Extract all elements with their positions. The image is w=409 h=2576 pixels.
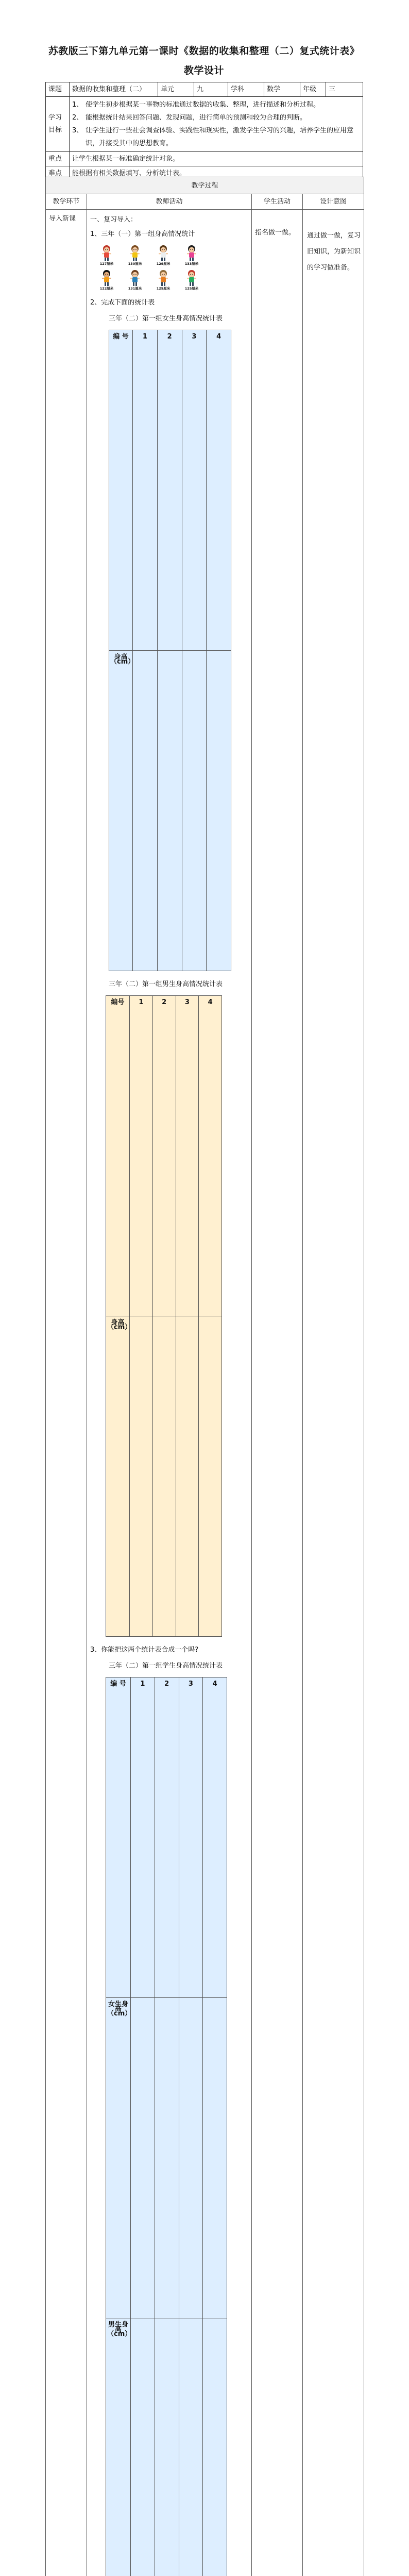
student-activity-text: 指名做一做。 xyxy=(255,229,295,236)
key-value: 让学生根据某一标准确定统计对象。 xyxy=(70,152,363,166)
child-figure xyxy=(150,244,177,266)
col-1: 1 xyxy=(131,1677,155,1998)
info-row-key xyxy=(46,152,363,166)
process-header-row xyxy=(46,177,364,194)
goals-list xyxy=(70,97,363,152)
boys-height-table xyxy=(106,995,222,1637)
girls-table-title: 三年（二）第一组女生身高情况统计表 xyxy=(90,311,249,327)
unit-label: 单元 xyxy=(158,82,194,97)
child-figure xyxy=(178,244,205,266)
col-no: 编 号 xyxy=(109,330,133,651)
item-1: 1、三年（一）第一组身高情况统计 xyxy=(90,226,249,242)
height-pictures xyxy=(93,244,249,291)
difficult-label: 难点 xyxy=(46,166,70,181)
empty-cell[interactable] xyxy=(155,1998,179,2318)
child-figure xyxy=(93,269,120,291)
empty-cell[interactable] xyxy=(176,1316,199,1637)
teacher-activity-cell xyxy=(87,210,252,2576)
col-4: 4 xyxy=(203,1677,227,1998)
boy-row-label: 男生身高（cm） xyxy=(106,2318,131,2576)
empty-cell[interactable] xyxy=(207,651,231,971)
goals-label: 学习目标 xyxy=(46,97,70,152)
topic-value: 数据的收集和整理（二） xyxy=(70,82,158,97)
empty-cell[interactable] xyxy=(131,1998,155,2318)
difficult-value: 能根据有相关数据填写、分析统计表。 xyxy=(70,166,363,181)
teaching-process-table xyxy=(45,177,364,2576)
col-1: 1 xyxy=(130,996,153,1316)
boys-table-title: 三年（二）第一组男生身高情况统计表 xyxy=(90,976,249,992)
col-no: 编号 xyxy=(106,996,130,1316)
height-row-label: 身高（cm） xyxy=(106,1316,130,1637)
height-label: 129厘米 xyxy=(157,286,171,291)
lesson-info-table xyxy=(45,82,363,181)
grade-value: 三 xyxy=(326,82,363,97)
col-4: 4 xyxy=(207,330,231,651)
info-row-topic xyxy=(46,82,363,97)
item-2: 2、完成下面的统计表 xyxy=(90,295,249,311)
key-label: 重点 xyxy=(46,152,70,166)
info-row-goals xyxy=(46,97,363,152)
col-3: 3 xyxy=(176,996,199,1316)
child-figure xyxy=(122,244,148,266)
empty-cell[interactable] xyxy=(179,1998,203,2318)
col-4: 4 xyxy=(199,996,222,1316)
height-label: 122厘米 xyxy=(100,286,114,291)
empty-cell[interactable] xyxy=(179,2318,203,2576)
empty-cell[interactable] xyxy=(152,1316,176,1637)
review-heading: 一、复习导入： xyxy=(90,214,249,226)
goal-text: 使学生初步根据某一事物的标准通过数据的收集、整理，进行描述和分析过程。 xyxy=(86,98,320,111)
goal-item xyxy=(72,124,360,150)
document-title: 苏教版三下第九单元第一课时《数据的收集和整理（二）复式统计表》教学设计 xyxy=(44,41,364,80)
goal-text: 让学生进行一些社会调查体验、实践性和现实性，激发学生学习的兴趣，培养学生的应用意识，并接受其中的思想教育。 xyxy=(86,124,360,150)
child-icon xyxy=(100,244,113,262)
child-icon xyxy=(185,244,198,262)
stage-cell: 导入新课 xyxy=(46,210,87,2576)
empty-cell[interactable] xyxy=(203,2318,227,2576)
height-label: 125厘米 xyxy=(185,286,199,291)
child-icon xyxy=(157,269,170,286)
col-2: 2 xyxy=(152,996,176,1316)
child-figure xyxy=(93,244,120,266)
item-3: 3、你能把这两个统计表合成一个吗? xyxy=(90,1642,249,1658)
combined-height-table xyxy=(106,1677,227,2576)
empty-cell[interactable] xyxy=(199,1316,222,1637)
unit-value: 九 xyxy=(194,82,228,97)
col-intent: 设计意图 xyxy=(303,194,364,210)
child-icon xyxy=(100,269,113,286)
empty-cell[interactable] xyxy=(182,651,207,971)
height-label: 133厘米 xyxy=(185,262,199,266)
process-header: 教学过程 xyxy=(46,177,364,194)
process-body-row xyxy=(46,210,364,2576)
child-icon xyxy=(157,244,170,262)
empty-cell[interactable] xyxy=(203,1998,227,2318)
combined-table-title: 三年（二）第一组学生身高情况统计表 xyxy=(90,1658,249,1674)
girl-row-label: 女生身高（cm） xyxy=(106,1998,131,2318)
col-1: 1 xyxy=(133,330,158,651)
col-2: 2 xyxy=(155,1677,179,1998)
child-figure xyxy=(122,269,148,291)
height-row-label: 身高（cm） xyxy=(109,651,133,971)
col-3: 3 xyxy=(179,1677,203,1998)
goal-number: 1、 xyxy=(72,98,86,111)
height-label: 130厘米 xyxy=(128,262,142,266)
col-student: 学生活动 xyxy=(252,194,303,210)
topic-label: 课题 xyxy=(46,82,70,97)
goal-number: 2、 xyxy=(72,111,86,124)
child-icon xyxy=(185,269,198,286)
child-icon xyxy=(128,269,142,286)
intent-text: 通过做一做，复习旧知识，为新知识的学习做准备。 xyxy=(307,232,361,272)
empty-cell[interactable] xyxy=(155,2318,179,2576)
goal-number: 3、 xyxy=(72,124,86,150)
subject-label: 学科 xyxy=(228,82,264,97)
child-icon xyxy=(128,244,142,262)
col-3: 3 xyxy=(182,330,207,651)
subject-value: 数学 xyxy=(264,82,300,97)
empty-cell[interactable] xyxy=(157,651,182,971)
height-label: 129厘米 xyxy=(157,262,171,266)
girls-height-table xyxy=(109,330,231,971)
intent-cell xyxy=(303,210,364,2576)
goal-item xyxy=(72,111,360,124)
empty-cell[interactable] xyxy=(131,2318,155,2576)
student-activity-cell xyxy=(252,210,303,2576)
col-stage: 教学环节 xyxy=(46,194,87,210)
child-figure xyxy=(178,269,205,291)
height-label: 131厘米 xyxy=(128,286,142,291)
goal-item xyxy=(72,98,360,111)
child-figure xyxy=(150,269,177,291)
empty-cell[interactable] xyxy=(130,1316,153,1637)
col-2: 2 xyxy=(157,330,182,651)
height-label: 127厘米 xyxy=(100,262,114,266)
empty-cell[interactable] xyxy=(133,651,158,971)
col-no: 编 号 xyxy=(106,1677,131,1998)
col-teacher: 教师活动 xyxy=(87,194,252,210)
goal-text: 能根据统计结果回答问题、发现问题，进行简单的预测和较为合理的判断。 xyxy=(86,111,306,124)
grade-label: 年级 xyxy=(300,82,326,97)
process-column-row xyxy=(46,194,364,210)
